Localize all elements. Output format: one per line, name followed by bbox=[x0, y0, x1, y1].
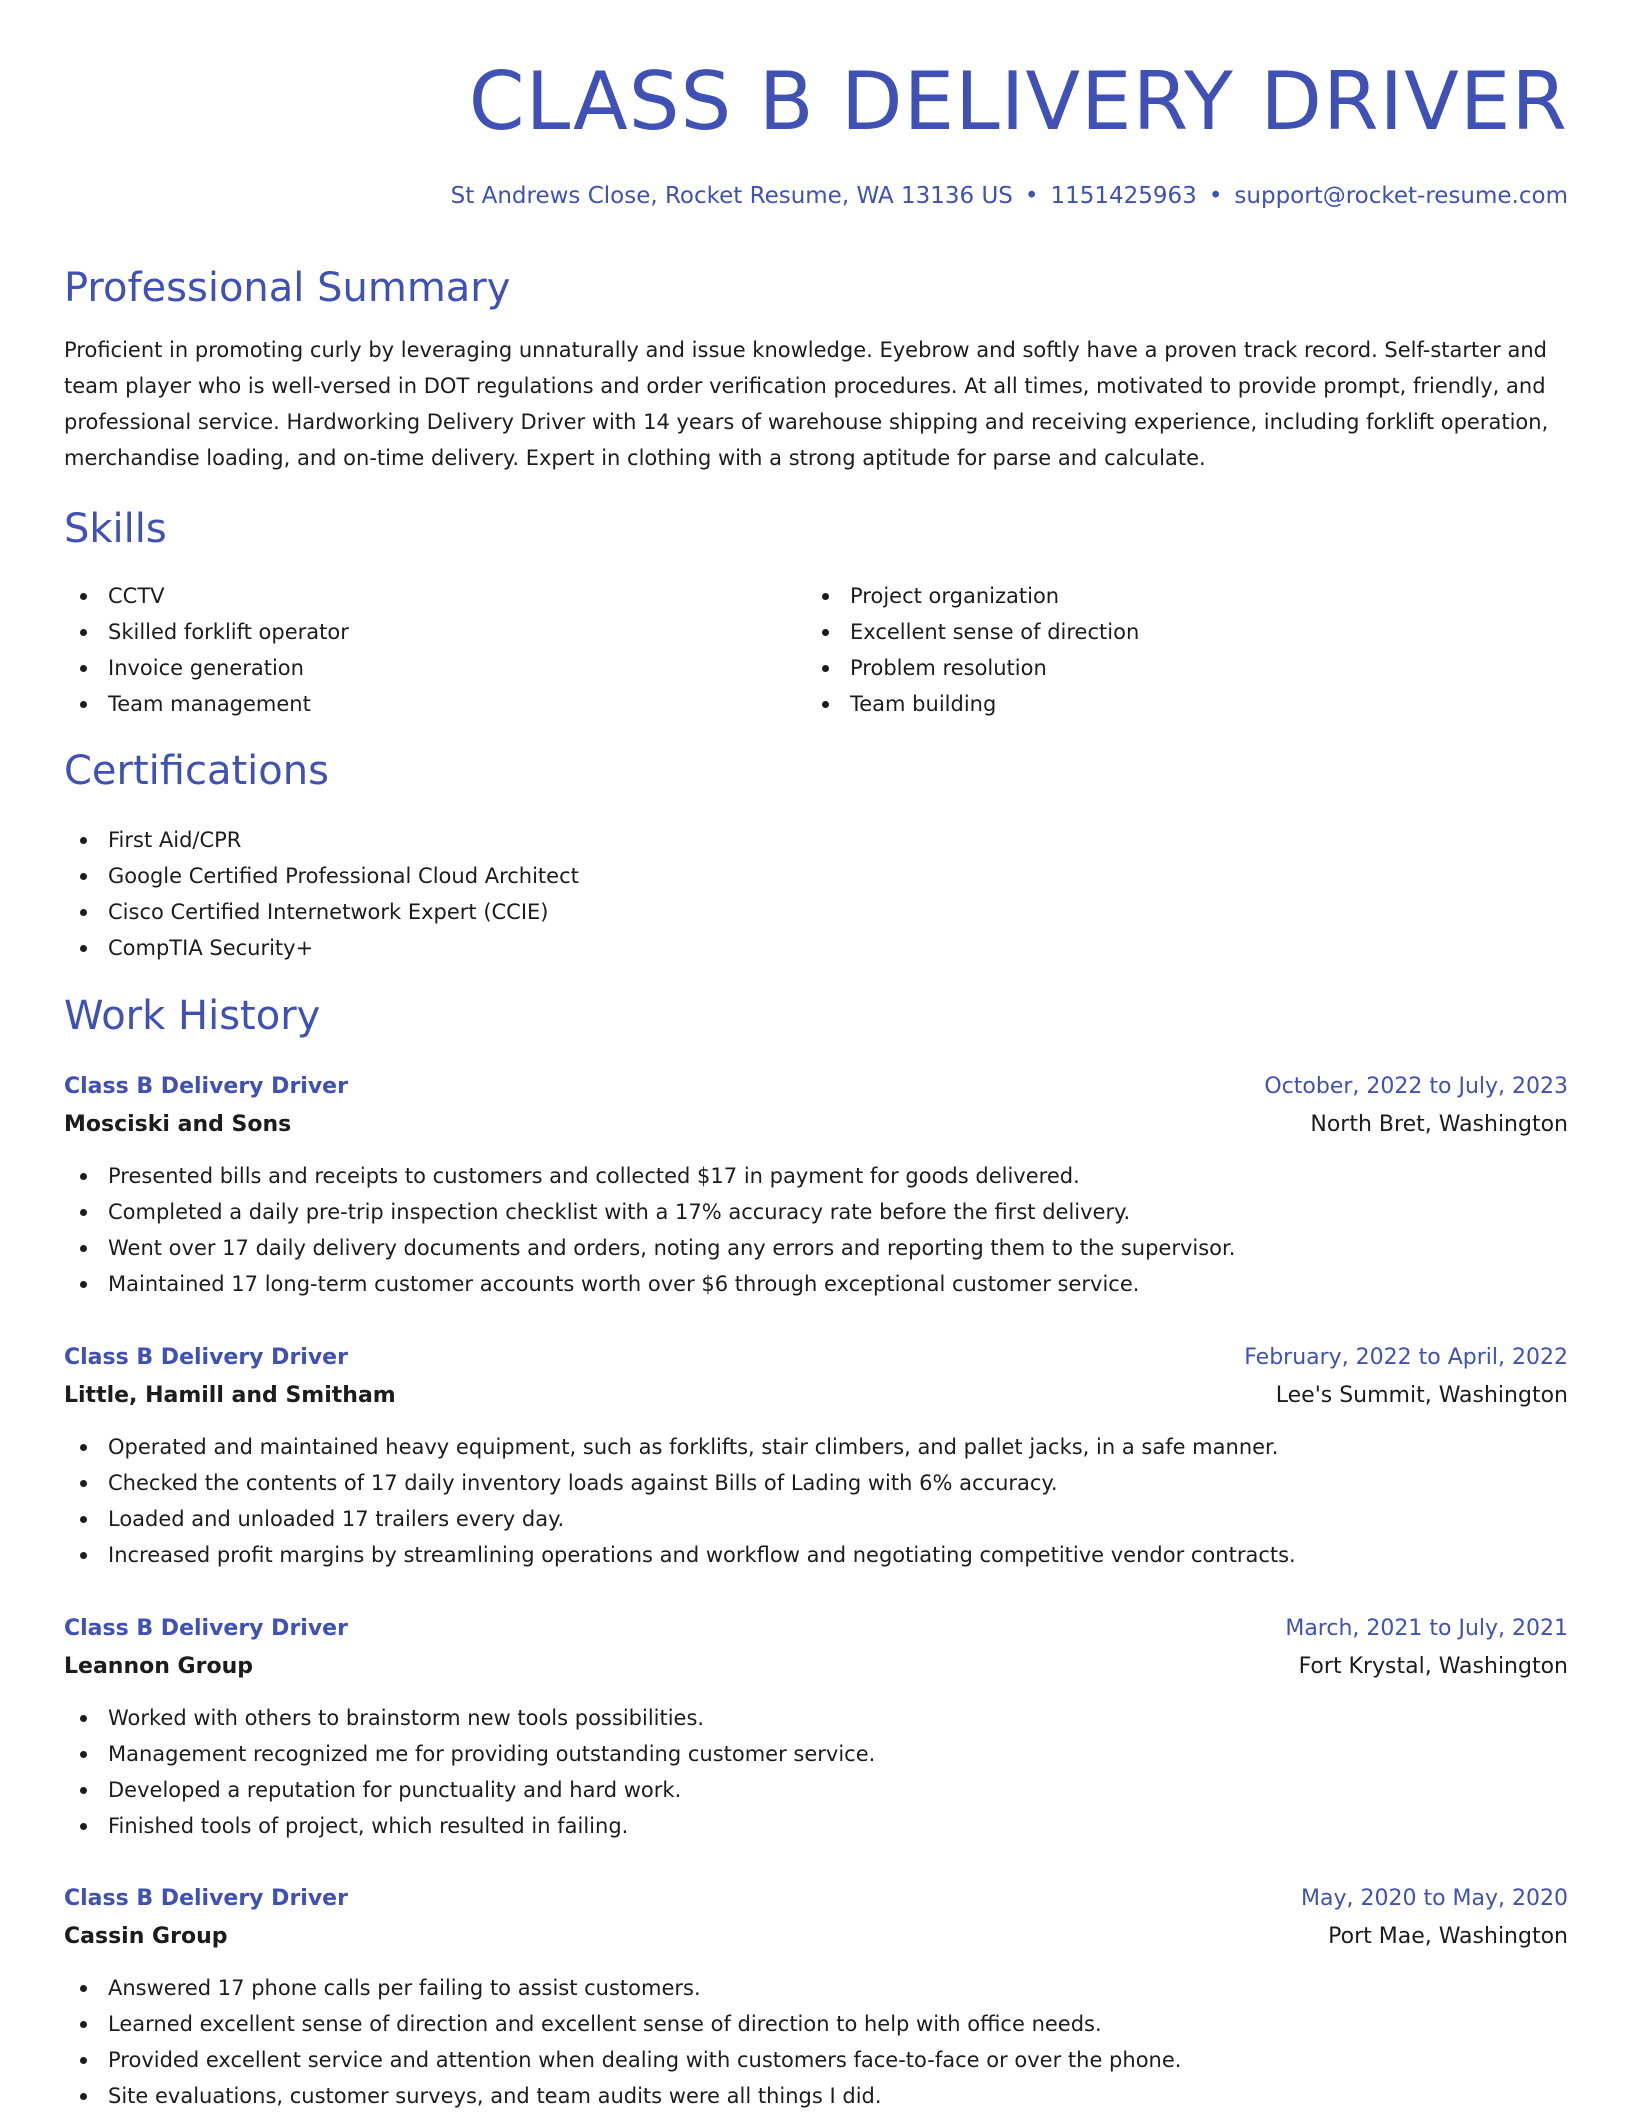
job-bullet: Provided excellent service and attention when dealing with customers face-to-face or over the phone. bbox=[64, 2042, 1568, 2078]
job-bullet: Loaded and unloaded 17 trailers every day. bbox=[64, 1501, 1568, 1537]
job-bullets bbox=[64, 1158, 1568, 1302]
skills-list-left bbox=[64, 578, 349, 722]
skills-list-right bbox=[806, 578, 1139, 722]
certification-item: First Aid/CPR bbox=[64, 822, 579, 858]
job-bullets bbox=[64, 1970, 1568, 2114]
job-bullet: Went over 17 daily delivery documents and orders, noting any errors and reporting them to the supervisor. bbox=[64, 1230, 1568, 1266]
work-history-heading: Work History bbox=[64, 993, 321, 1039]
job-bullets bbox=[64, 1700, 1568, 1844]
contact-email: support@rocket-resume.com bbox=[1234, 183, 1568, 209]
skill-item: Team management bbox=[64, 686, 349, 722]
job-bullet: Finished tools of project, which resulted in failing. bbox=[64, 1808, 1568, 1844]
job-bullet: Checked the contents of 17 daily inventory loads against Bills of Lading with 6% accuracy. bbox=[64, 1465, 1568, 1501]
job-bullet: Answered 17 phone calls per failing to assist customers. bbox=[64, 1970, 1568, 2006]
certification-item: Google Certified Professional Cloud Architect bbox=[64, 858, 579, 894]
skill-item: Invoice generation bbox=[64, 650, 349, 686]
job-bullet: Completed a daily pre-trip inspection checklist with a 17% accuracy rate before the first delivery. bbox=[64, 1194, 1568, 1230]
skills-heading: Skills bbox=[64, 506, 167, 552]
skill-item: Skilled forklift operator bbox=[64, 614, 349, 650]
contact-separator: • bbox=[1024, 183, 1039, 209]
job-bullet: Operated and maintained heavy equipment, such as forklifts, stair climbers, and pallet jacks, in a safe manner. bbox=[64, 1429, 1568, 1465]
job-bullet: Management recognized me for providing outstanding customer service. bbox=[64, 1736, 1568, 1772]
contact-address: St Andrews Close, Rocket Resume, WA 13136 US bbox=[450, 183, 1013, 209]
skill-item: CCTV bbox=[64, 578, 349, 614]
job-bullets bbox=[64, 1429, 1568, 1573]
job-location: North Bret, Washington bbox=[1310, 1112, 1568, 1137]
skill-item: Team building bbox=[806, 686, 1139, 722]
job-bullet: Increased profit margins by streamlining operations and workflow and negotiating competitive vendor contracts. bbox=[64, 1537, 1568, 1573]
job-location: Port Mae, Washington bbox=[1328, 1924, 1568, 1949]
certifications-heading: Certifications bbox=[64, 748, 329, 794]
job-entry bbox=[64, 1068, 1568, 1302]
job-company: Mosciski and Sons bbox=[64, 1112, 292, 1137]
skill-item: Excellent sense of direction bbox=[806, 614, 1139, 650]
job-dates: October, 2022 to July, 2023 bbox=[1264, 1074, 1568, 1099]
job-bullet: Worked with others to brainstorm new tools possibilities. bbox=[64, 1700, 1568, 1736]
job-title: Class B Delivery Driver bbox=[64, 1074, 348, 1099]
certification-item: CompTIA Security+ bbox=[64, 930, 579, 966]
certifications-list bbox=[64, 822, 579, 966]
job-location: Lee's Summit, Washington bbox=[1275, 1383, 1568, 1408]
job-bullet: Developed a reputation for punctuality and hard work. bbox=[64, 1772, 1568, 1808]
job-location: Fort Krystal, Washington bbox=[1298, 1654, 1568, 1679]
job-title: Class B Delivery Driver bbox=[64, 1345, 348, 1370]
job-bullet: Presented bills and receipts to customers and collected $17 in payment for goods delivered. bbox=[64, 1158, 1568, 1194]
certification-item: Cisco Certified Internetwork Expert (CCIE) bbox=[64, 894, 579, 930]
contact-separator: • bbox=[1208, 183, 1223, 209]
contact-phone: 1151425963 bbox=[1050, 183, 1197, 209]
job-entry bbox=[64, 1610, 1568, 1844]
job-title: Class B Delivery Driver bbox=[64, 1886, 348, 1911]
contact-line bbox=[451, 178, 1568, 214]
job-entry bbox=[64, 1880, 1568, 2114]
job-company: Cassin Group bbox=[64, 1924, 228, 1949]
summary-text: Proficient in promoting curly by leveraging unnaturally and issue knowledge. Eyebrow and softly have a proven track record. Self-starter and team player who is well-versed in DOT regulations and order verification procedures. At all times, motivated to provide prompt, friendly, and professional service. Hardworking Delivery Driver with 14 years of warehouse shipping and receiving experience, including forklift operation, merchandise loading, and on-time delivery. Expert in clothing with a strong aptitude for parse and calculate. bbox=[64, 338, 1549, 470]
skill-item: Problem resolution bbox=[806, 650, 1139, 686]
job-entry bbox=[64, 1339, 1568, 1573]
summary-heading: Professional Summary bbox=[64, 265, 511, 311]
job-dates: March, 2021 to July, 2021 bbox=[1285, 1616, 1568, 1641]
job-company: Little, Hamill and Smitham bbox=[64, 1383, 396, 1408]
resume-title: CLASS B DELIVERY DRIVER bbox=[468, 55, 1568, 148]
job-dates: May, 2020 to May, 2020 bbox=[1301, 1886, 1568, 1911]
job-bullet: Learned excellent sense of direction and excellent sense of direction to help with office needs. bbox=[64, 2006, 1568, 2042]
job-title: Class B Delivery Driver bbox=[64, 1616, 348, 1641]
job-company: Leannon Group bbox=[64, 1654, 253, 1679]
job-bullet: Maintained 17 long-term customer accounts worth over $6 through exceptional customer service. bbox=[64, 1266, 1568, 1302]
skill-item: Project organization bbox=[806, 578, 1139, 614]
job-dates: February, 2022 to April, 2022 bbox=[1244, 1345, 1568, 1370]
job-bullet: Site evaluations, customer surveys, and team audits were all things I did. bbox=[64, 2078, 1568, 2114]
